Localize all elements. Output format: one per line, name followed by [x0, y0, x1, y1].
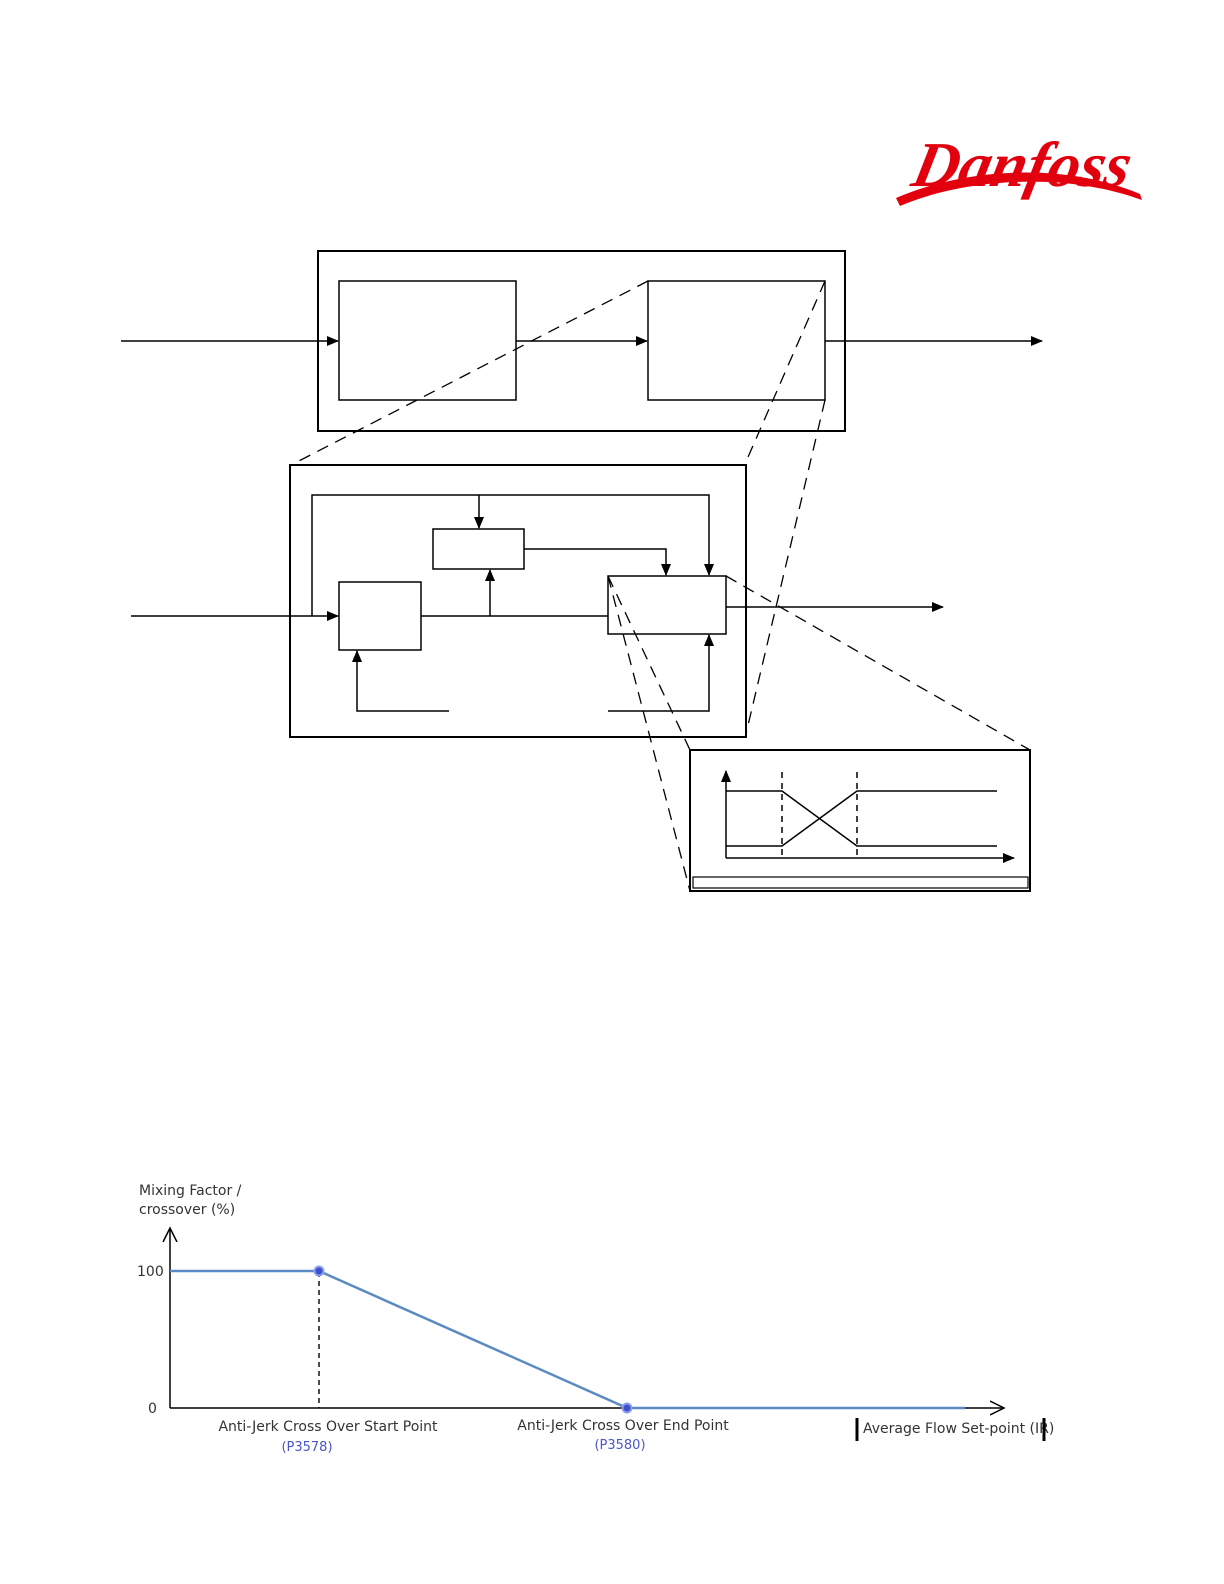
y-tick-100: 100 — [137, 1264, 164, 1280]
data-point-start — [315, 1267, 324, 1276]
x-tick-end-param: (P3580) — [594, 1438, 646, 1453]
data-point-end — [623, 1404, 632, 1413]
x-tick-start-param: (P3578) — [281, 1440, 333, 1455]
series-line-mixing-factor — [170, 1271, 965, 1408]
x-axis-title: Average Flow Set-point (IR) — [863, 1421, 1055, 1437]
x-tick-end-label: Anti-Jerk Cross Over End Point — [517, 1418, 729, 1434]
y-axis-title-line2: crossover (%) — [139, 1202, 236, 1218]
y-axis-title-line1: Mixing Factor / — [139, 1183, 242, 1199]
logo-wordmark: Danfoss — [906, 128, 1139, 200]
x-tick-start-label: Anti-Jerk Cross Over Start Point — [218, 1419, 438, 1435]
y-tick-0: 0 — [148, 1401, 157, 1417]
